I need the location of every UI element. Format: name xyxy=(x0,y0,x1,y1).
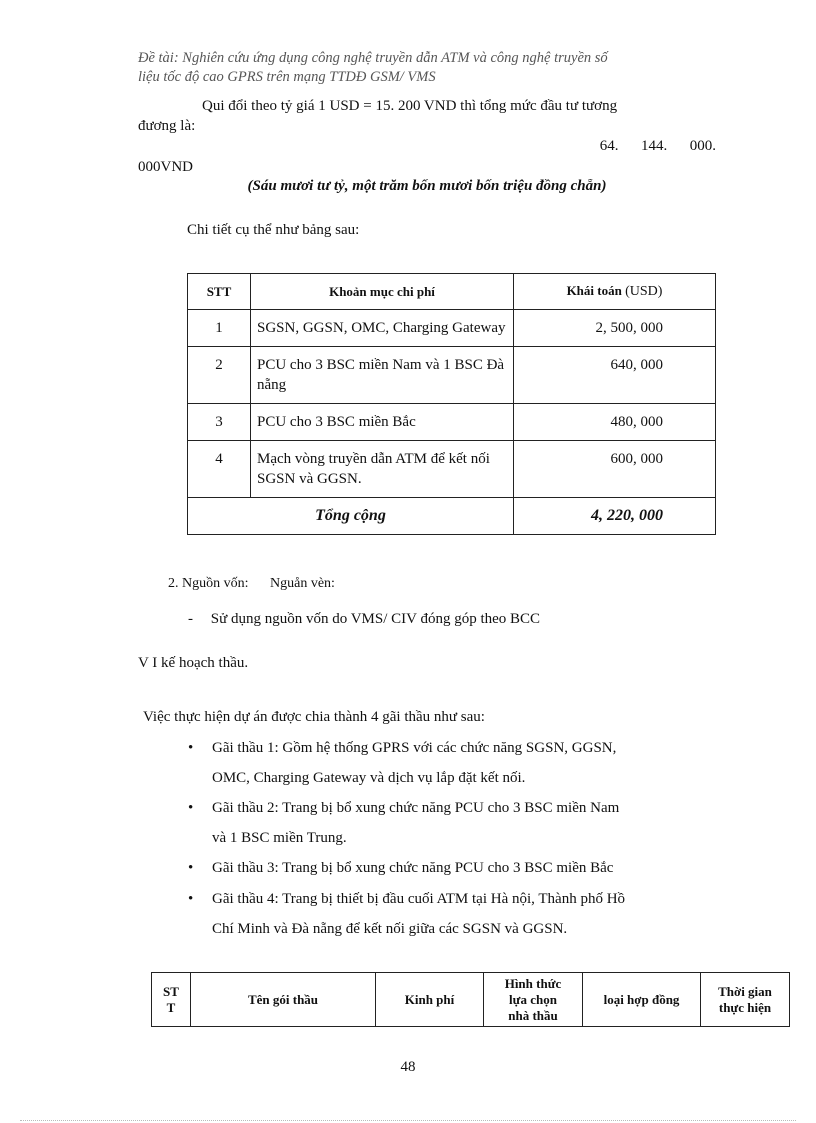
bid-header-method-b: lựa chọn xyxy=(509,991,557,1007)
row-value: 600, 000 xyxy=(514,441,716,498)
header-estimate xyxy=(514,274,716,310)
conversion-line-2: đương là: xyxy=(138,118,196,134)
table-row xyxy=(188,404,716,441)
conversion-line-1: Qui đổi theo tỷ giá 1 USD = 15. 200 VND thì tổng mức đầu tư tương xyxy=(202,98,618,114)
row-item: SGSN, GGSN, OMC, Charging Gateway xyxy=(251,310,514,347)
header-line-1: Đề tài: Nghiên cứu ứng dụng công nghệ truyền dẫn ATM và công nghệ truyền số xyxy=(138,50,608,66)
bullet-line-1: Gãi thầu 1: Gồm hệ thống GPRS với các chức năng SGSN, GGSN, xyxy=(212,740,617,756)
bid-header-method xyxy=(484,973,583,1027)
bid-header-time-a: Thời gian xyxy=(718,983,772,999)
bid-header-stt-b: T xyxy=(166,999,176,1015)
bullet-marker: • xyxy=(188,891,194,907)
bullet-line-1: Gãi thầu 4: Trang bị thiết bị đầu cuối ATM tại Hà nội, Thành phố Hồ xyxy=(212,891,626,907)
header-unit: (USD) xyxy=(625,284,663,299)
amount-in-words: (Sáu mươi tư tỷ, một trăm bốn mươi bốn triệu đồng chẵn) xyxy=(247,178,607,194)
table-row xyxy=(188,441,716,498)
bid-header-method-a: Hình thức xyxy=(504,975,562,991)
amount-part-2: 000VND xyxy=(138,159,193,175)
amount-part-1: 64. 144. 000. xyxy=(599,138,716,154)
bullet-marker: • xyxy=(188,860,194,876)
header-estimate-label: Khái toán xyxy=(566,283,622,298)
dash-marker: - xyxy=(188,611,193,627)
bid-header-time xyxy=(701,973,790,1027)
row-item: Mạch vòng truyền dẫn ATM để kết nối SGSN và GGSN. xyxy=(251,441,514,498)
total-row xyxy=(188,498,716,535)
total-label: Tổng cộng xyxy=(188,498,514,535)
row-value: 2, 500, 000 xyxy=(514,310,716,347)
list-item xyxy=(188,793,718,853)
cost-table xyxy=(187,273,716,535)
detail-intro: Chi tiết cụ thể như bảng sau: xyxy=(187,222,360,238)
bullet-marker: • xyxy=(188,800,194,816)
bid-header-stt xyxy=(152,973,191,1027)
funding-heading-extra: Nguån vèn: xyxy=(270,576,335,591)
bullet-line-1: Gãi thầu 3: Trang bị bổ xung chức năng PCU cho 3 BSC miền Bắc xyxy=(212,860,614,876)
table-row xyxy=(188,347,716,404)
page-number: 48 xyxy=(400,1059,416,1075)
row-stt: 1 xyxy=(188,310,251,347)
bullet-line-2: OMC, Charging Gateway và dịch vụ lắp đặt kết nối. xyxy=(212,770,526,786)
plan-heading: V I kế hoạch thầu. xyxy=(138,655,249,671)
bid-header-method-c: nhà thầu xyxy=(508,1007,558,1023)
bid-header-cost: Kinh phí xyxy=(376,973,484,1027)
row-stt: 3 xyxy=(188,404,251,441)
cost-table-header xyxy=(188,274,716,310)
list-item xyxy=(188,884,718,944)
bullet-marker: • xyxy=(188,740,194,756)
funding-heading: 2. Nguồn vốn: xyxy=(168,576,249,591)
bullet-line-2: và 1 BSC miền Trung. xyxy=(212,830,347,846)
header-line-2: liệu tốc độ cao GPRS trên mạng TTDĐ GSM/ VMS xyxy=(138,69,436,85)
funding-heading-line xyxy=(168,576,335,592)
total-value: 4, 220, 000 xyxy=(514,498,716,535)
bullet-line-1: Gãi thầu 2: Trang bị bổ xung chức năng PCU cho 3 BSC miền Nam xyxy=(212,800,620,816)
list-item xyxy=(188,733,718,793)
bid-header-name: Tên gói thầu xyxy=(191,973,376,1027)
bid-header-time-b: thực hiện xyxy=(718,999,772,1015)
row-value: 640, 000 xyxy=(514,347,716,404)
list-item xyxy=(188,853,718,883)
header-item: Khoản mục chi phí xyxy=(251,274,514,310)
bid-header-contract: loại hợp đồng xyxy=(583,973,701,1027)
page-bottom-rule xyxy=(20,1120,796,1121)
bullet-line-2: Chí Minh và Đà nẵng để kết nối giữa các SGSN và GGSN. xyxy=(212,921,568,937)
table-row xyxy=(188,310,716,347)
plan-intro: Việc thực hiện dự án được chia thành 4 gãi thầu như sau: xyxy=(143,709,485,725)
funding-item xyxy=(188,611,540,628)
header-stt: STT xyxy=(188,274,251,310)
row-value: 480, 000 xyxy=(514,404,716,441)
funding-item-text: Sử dụng nguồn vốn do VMS/ CIV đóng góp theo BCC xyxy=(210,611,541,627)
row-stt: 4 xyxy=(188,441,251,498)
bid-table xyxy=(151,972,790,1027)
document-header xyxy=(138,49,718,87)
row-item: PCU cho 3 BSC miền Bắc xyxy=(251,404,514,441)
bid-header-stt-a: ST xyxy=(163,983,179,999)
row-item: PCU cho 3 BSC miền Nam và 1 BSC Đà nẵng xyxy=(251,347,514,404)
row-stt: 2 xyxy=(188,347,251,404)
bid-table-header xyxy=(152,973,790,1027)
